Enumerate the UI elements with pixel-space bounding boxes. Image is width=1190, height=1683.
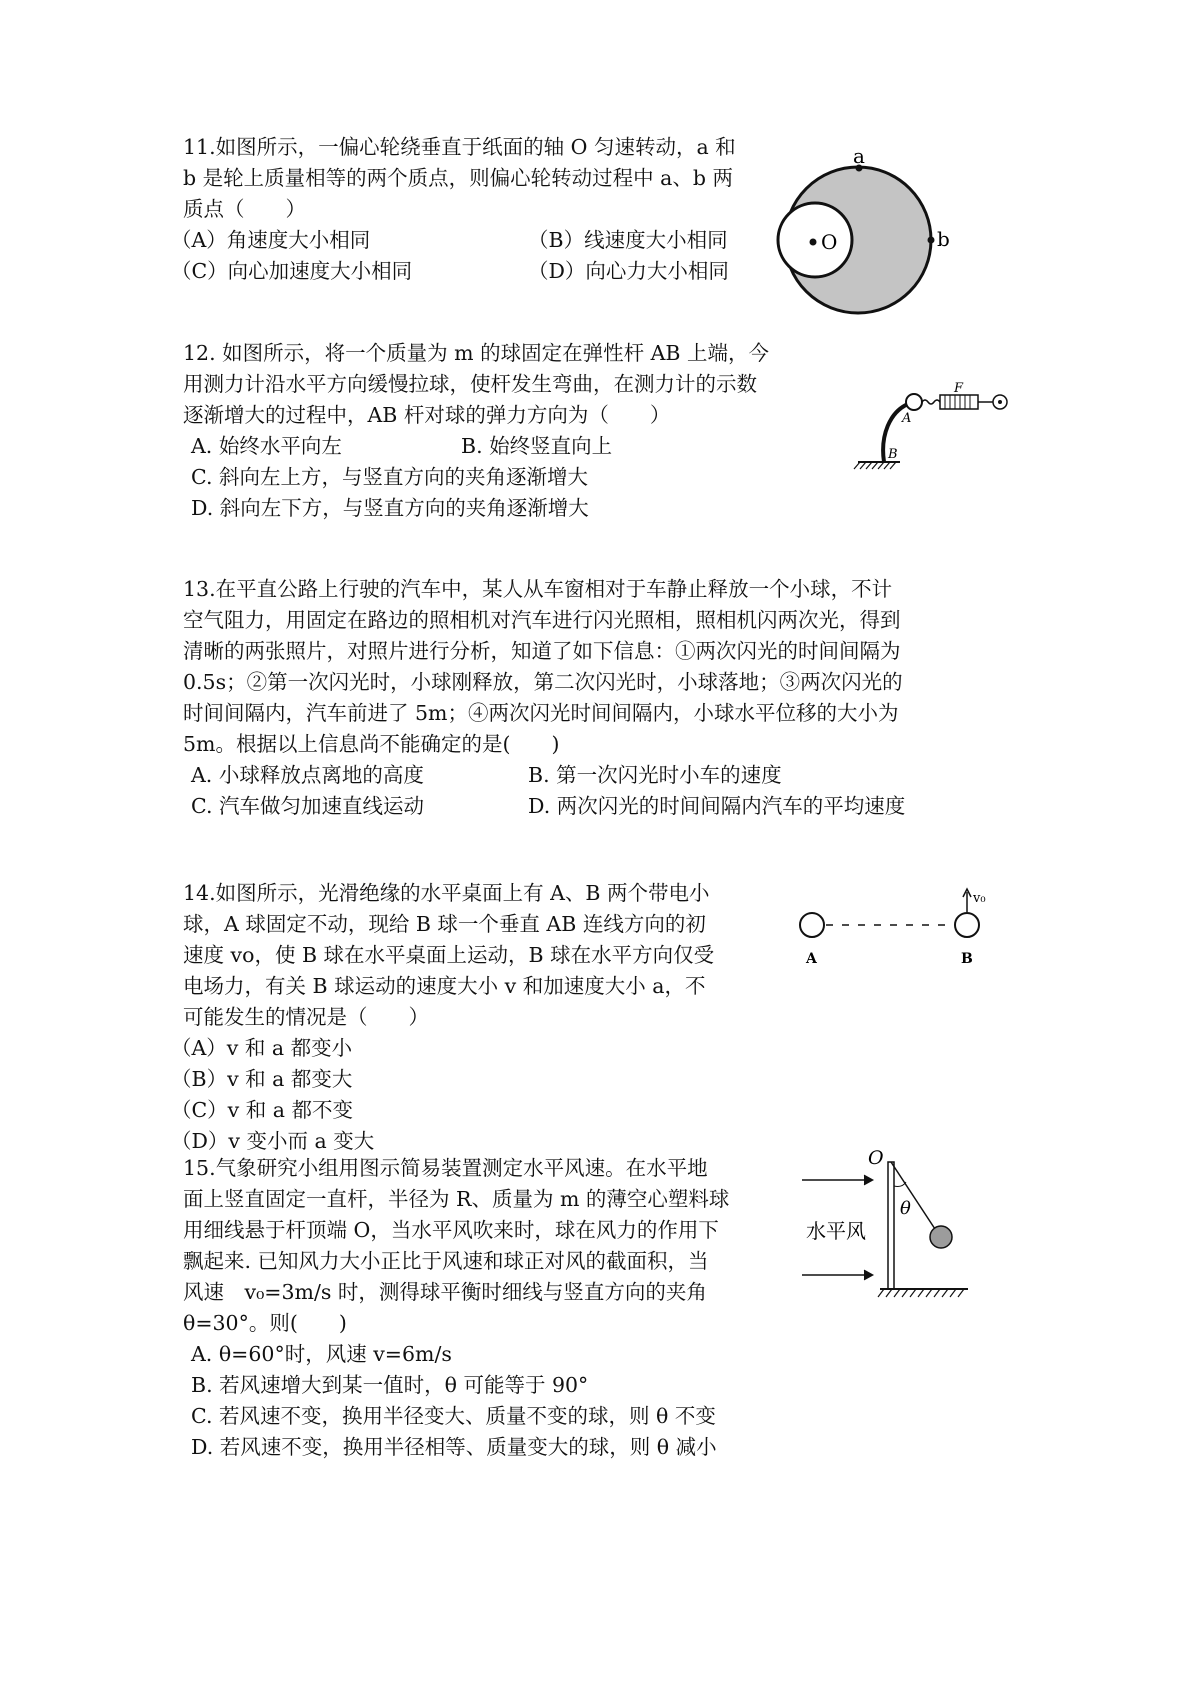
question-text-line: 球，A 球固定不动，现给 B 球一个垂直 AB 连线方向的初 (183, 912, 706, 936)
label-a: A (806, 951, 817, 967)
label-o: O (821, 230, 838, 254)
option-d[interactable]: （D）向心力大小相同 (528, 259, 729, 283)
option-row (183, 791, 906, 822)
label-wind: 水平风 (806, 1219, 866, 1243)
question-text-line: 11.如图所示，一偏心轮绕垂直于纸面的轴 O 匀速转动，a 和 (183, 135, 736, 159)
question-text-line: 逐渐增大的过程中，AB 杆对球的弹力方向为（ ） (183, 403, 671, 427)
option-c[interactable]: C. 汽车做匀加速直线运动 (191, 794, 424, 818)
label-theta: θ (900, 1198, 911, 1219)
option-c[interactable]: （C）v 和 a 都不变 (171, 1098, 354, 1122)
option-d[interactable]: D. 若风速不变，换用半径相等、质量变大的球，则 θ 减小 (191, 1435, 717, 1459)
question-text-line: 时间间隔内，汽车前进了 5m；④两次闪光时间间隔内，小球水平位移的大小为 (183, 701, 899, 725)
option-a[interactable]: A. 小球释放点离地的高度 (191, 763, 424, 787)
label-b: B (888, 447, 898, 462)
eccentric-wheel-figure (780, 144, 1010, 340)
question-text-line: 电场力，有关 B 球运动的速度大小 v 和加速度大小 a，不 (183, 974, 706, 998)
option-a[interactable]: （A）v 和 a 都变小 (171, 1036, 353, 1060)
elastic-rod-figure (850, 381, 1020, 490)
question-text-line: 清晰的两张照片，对照片进行分析，知道了如下信息：①两次闪光的时间间隔为 (183, 639, 901, 663)
wind-speed-figure (800, 1140, 1000, 1315)
option-row (171, 256, 736, 287)
option-b[interactable]: B. 若风速增大到某一值时，θ 可能等于 90° (191, 1373, 589, 1397)
label-f: F (954, 381, 964, 396)
charged-balls-figure (790, 880, 1010, 970)
option-row (183, 431, 769, 462)
label-b: b (937, 227, 950, 251)
question-text-line: 5m。根据以上信息尚不能确定的是( ) (183, 732, 560, 756)
label-b: B (961, 951, 973, 967)
option-b[interactable]: B. 始终竖直向上 (461, 434, 613, 458)
option-row (171, 225, 736, 256)
option-c[interactable]: C. 斜向左上方，与竖直方向的夹角逐渐增大 (191, 465, 588, 489)
question-14 (171, 878, 715, 1157)
question-text-line: 13.在平直公路上行驶的汽车中，某人从车窗相对于车静止释放一个小球，不计 (183, 577, 893, 601)
label-a: A (902, 411, 912, 426)
question-text-line: 风速 v₀=3m/s 时，测得球平衡时细线与竖直方向的夹角 (183, 1280, 707, 1304)
question-text-line: 飘起来. 已知风力大小正比于风速和球正对风的截面积，当 (183, 1249, 709, 1273)
question-text-line: 14.如图所示，光滑绝缘的水平桌面上有 A、B 两个带电小 (183, 881, 710, 905)
question-11 (171, 132, 736, 287)
question-text-line: 空气阻力，用固定在路边的照相机对汽车进行闪光照相，照相机闪两次光，得到 (183, 608, 901, 632)
label-o: O (868, 1147, 884, 1169)
option-d[interactable]: （D）v 变小而 a 变大 (171, 1129, 375, 1153)
question-text-line: 可能发生的情况是（ ） (183, 1005, 429, 1029)
option-row (183, 760, 903, 791)
question-text-line: 速度 vo，使 B 球在水平桌面上运动，B 球在水平方向仅受 (183, 943, 715, 967)
option-b[interactable]: （B）v 和 a 都变大 (171, 1067, 353, 1091)
option-c[interactable]: C. 若风速不变，换用半径变大、质量不变的球，则 θ 不变 (191, 1404, 716, 1428)
question-text-line: θ=30°。则( ) (183, 1311, 347, 1335)
option-c[interactable]: （C）向心加速度大小相同 (171, 259, 413, 283)
label-v0: v₀ (973, 891, 986, 906)
question-text-line: 质点（ ） (183, 197, 306, 221)
question-text-line: 面上竖直固定一直杆，半径为 R、质量为 m 的薄空心塑料球 (183, 1187, 730, 1211)
option-d[interactable]: D. 两次闪光的时间间隔内汽车的平均速度 (528, 794, 906, 818)
option-a[interactable]: A. 始终水平向左 (191, 434, 342, 458)
question-13 (183, 574, 906, 822)
option-b[interactable]: （B）线速度大小相同 (528, 228, 728, 252)
question-12 (183, 338, 769, 524)
question-15 (183, 1153, 729, 1463)
option-a[interactable]: A. θ=60°时，风速 v=6m/s (191, 1342, 452, 1366)
question-text-line: b 是轮上质量相等的两个质点，则偏心轮转动过程中 a、b 两 (183, 166, 734, 190)
question-text-line: 12. 如图所示，将一个质量为 m 的球固定在弹性杆 AB 上端，今 (183, 341, 769, 365)
question-text-line: 15.气象研究小组用图示简易装置测定水平风速。在水平地 (183, 1156, 708, 1180)
question-text-line: 0.5s；②第一次闪光时，小球刚释放，第二次闪光时，小球落地；③两次闪光的 (183, 670, 903, 694)
question-text-line: 用细线悬于杆顶端 O，当水平风吹来时，球在风力的作用下 (183, 1218, 719, 1242)
label-a: a (853, 144, 865, 168)
option-b[interactable]: B. 第一次闪光时小车的速度 (528, 763, 782, 787)
option-a[interactable]: （A）角速度大小相同 (171, 228, 371, 252)
option-d[interactable]: D. 斜向左下方，与竖直方向的夹角逐渐增大 (191, 496, 589, 520)
question-text-line: 用测力计沿水平方向缓慢拉球，使杆发生弯曲，在测力计的示数 (183, 372, 757, 396)
